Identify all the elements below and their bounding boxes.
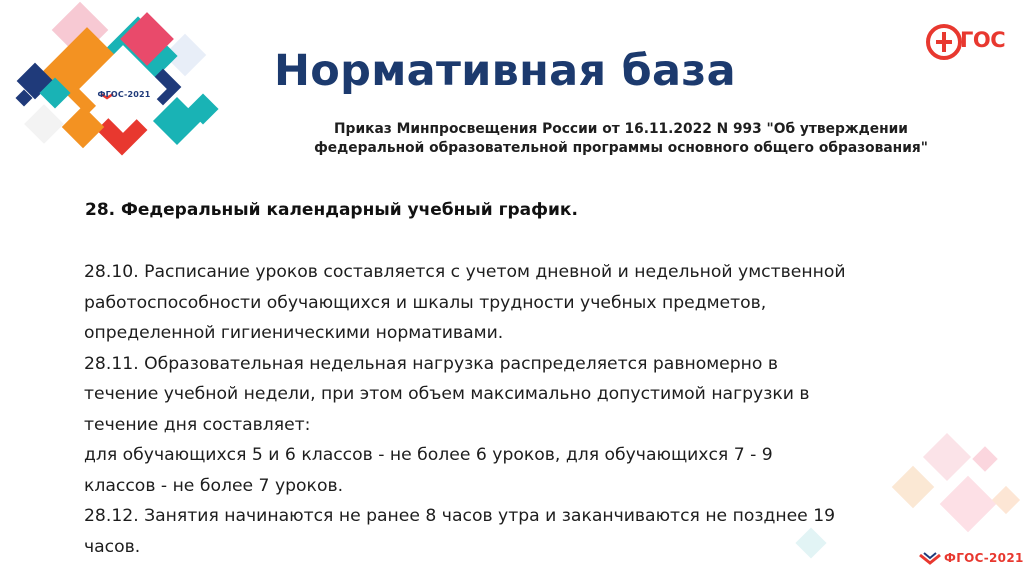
body-line: часов. [84, 536, 141, 557]
logo-mosaic-label: ФГОС-2021 [97, 90, 151, 99]
section-heading: 28. Федеральный календарный учебный график. [85, 200, 578, 220]
body-line: определенной гигиеническими нормативами. [84, 323, 504, 343]
subtitle-line-2: федеральной образовательной программы основного общего образования" [314, 140, 928, 156]
body-line: работоспособности обучающихся и шкалы трудности учебных предметов, [84, 292, 767, 313]
body-line: классов - не более 7 уроков. [84, 475, 344, 496]
subtitle [276, 120, 966, 158]
body-line: для обучающихся 5 и 6 классов - не более 6 уроков, для обучающихся 7 - 9 [84, 445, 773, 465]
body-line: течение дня составляет: [84, 414, 311, 435]
brand-top-right-label: ГОС [960, 28, 1006, 52]
body-line: 28.12. Занятия начинаются не ранее 8 часов утра и заканчиваются не позднее 19 [84, 506, 836, 526]
body-line: течение учебной недели, при этом объем максимально допустимой нагрузки в [84, 384, 810, 404]
fgos-diamond-logo-icon [0, 0, 240, 170]
body-line: 28.11. Образовательная недельная нагрузка распределяется равномерно в [84, 353, 779, 374]
fgos-chevron-logo-icon [918, 549, 942, 569]
body-line: 28.10. Расписание уроков составляется с учетом дневной и недельной умственной [84, 262, 846, 282]
page-title: Нормативная база [274, 46, 736, 96]
brand-bottom-right-label: ФГОС-2021 [944, 551, 1024, 565]
subtitle-line-1: Приказ Минпросвещения России от 16.11.2022 N 993 "Об утверждении [334, 121, 908, 137]
